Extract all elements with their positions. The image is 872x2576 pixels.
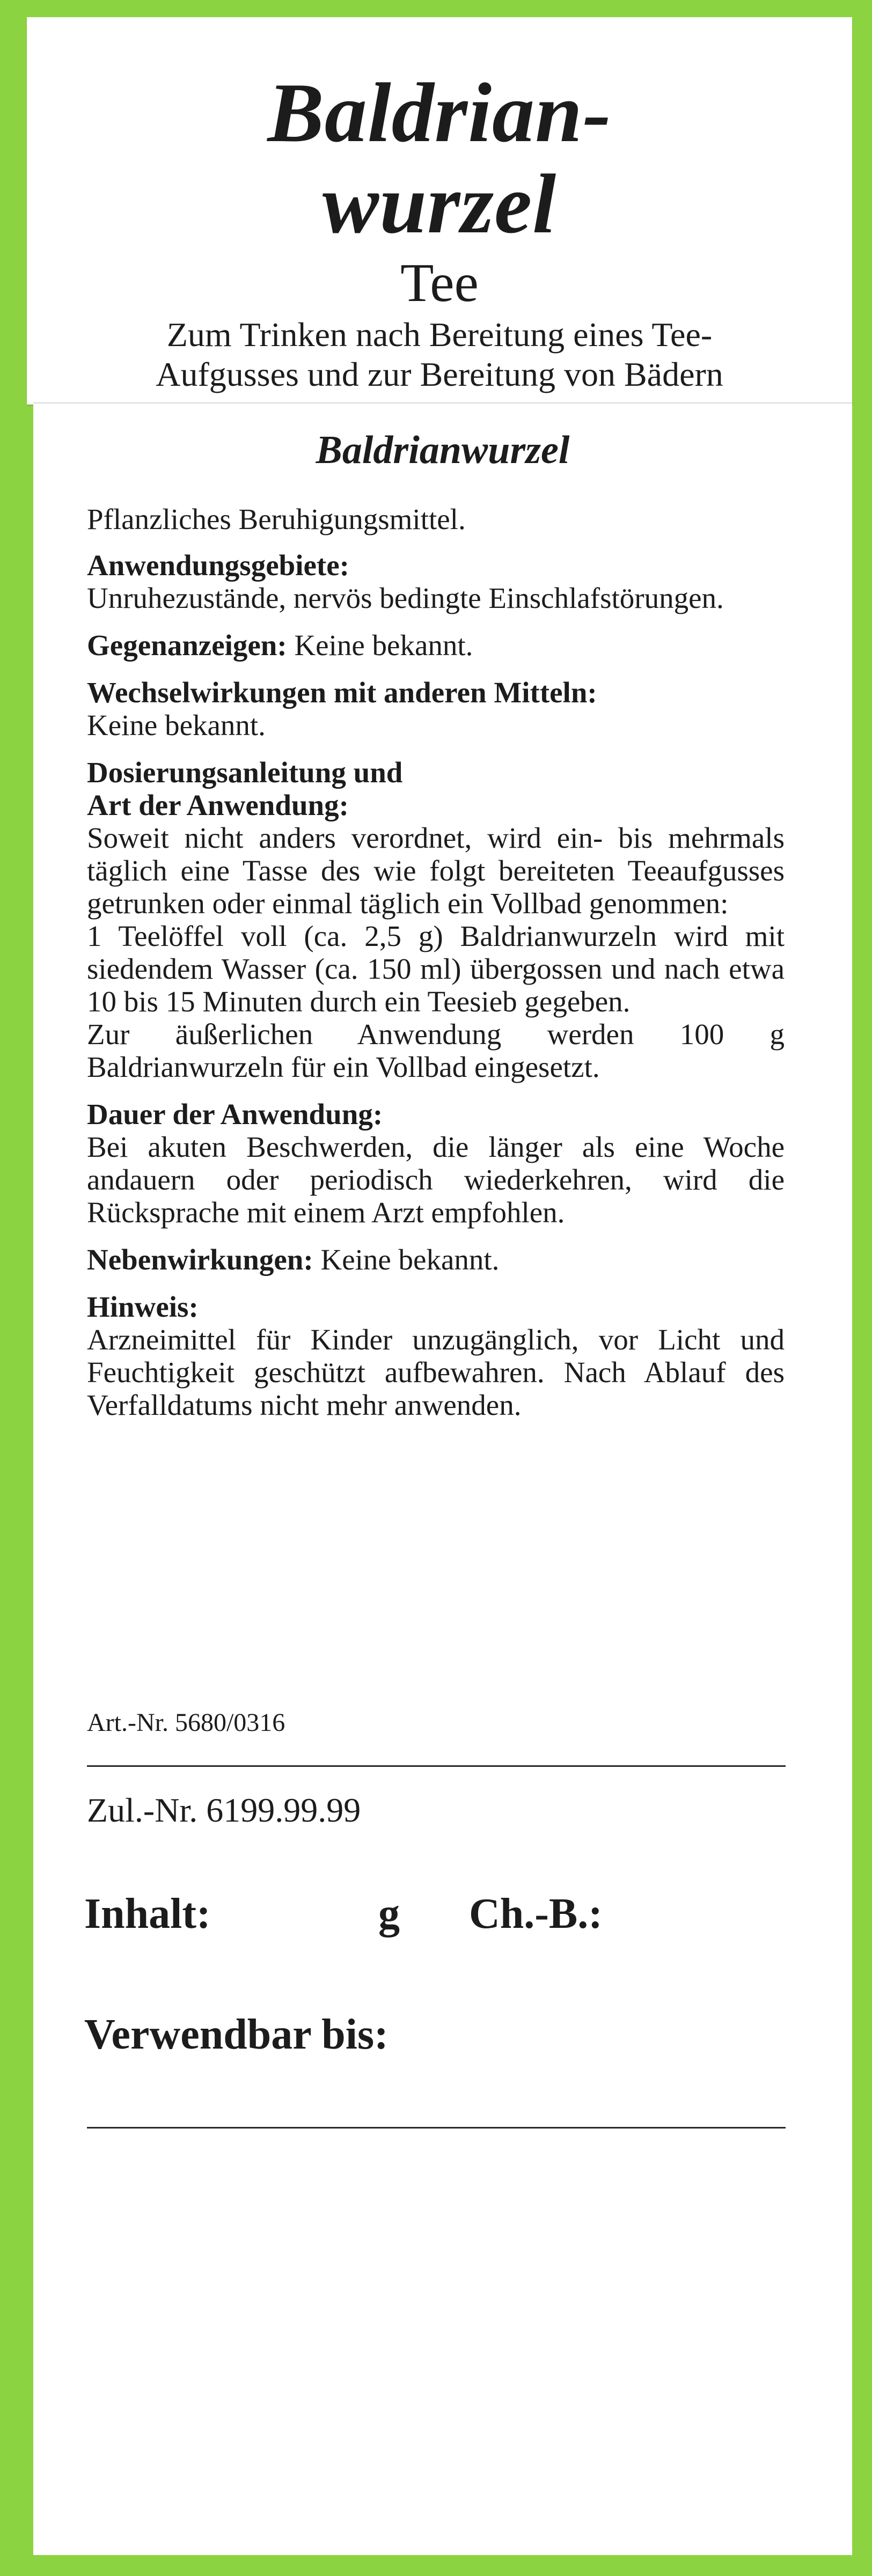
content-label: Inhalt: xyxy=(84,1890,211,1937)
section-dosage xyxy=(87,756,785,1083)
section-interactions xyxy=(87,676,785,742)
section-duration xyxy=(87,1098,785,1229)
section-heading: Hinweis: xyxy=(87,1290,199,1323)
section-side-effects xyxy=(87,1243,785,1276)
expiry-label: Verwendbar bis: xyxy=(84,2011,389,2058)
batch-label: Ch.-B.: xyxy=(469,1890,603,1937)
section-heading: Wechselwirkungen mit anderen Mitteln: xyxy=(87,676,597,709)
product-subtitle: Tee xyxy=(400,253,479,313)
section-heading: Nebenwirkungen: xyxy=(87,1243,313,1276)
usage-description xyxy=(27,315,852,394)
section-text: Bei akuten Beschwerden, die länger als eine Woche andauern oder periodisch wiederkehren, wird die Rücksprache mit einem Arzt empfohlen. xyxy=(87,1131,785,1229)
section-heading: Anwendungsgebiete: xyxy=(87,549,349,582)
expiry-line xyxy=(87,2127,786,2129)
divider xyxy=(87,1765,786,1767)
product-title-label xyxy=(27,17,852,405)
section-indications xyxy=(87,549,785,614)
dosage-paragraph-2: 1 Teelöffel voll (ca. 2,5 g) Baldrianwurzeln wird mit siedendem Wasser (ca. 150 ml) übergossen und nach etwa 10 bis 15 Minuten durch ein Teesieb gegeben. xyxy=(87,920,785,1018)
dosage-paragraph-3: Zur äußerlichen Anwendung werden 100 g Baldrianwurzeln für ein Vollbad eingesetzt. xyxy=(87,1018,785,1083)
article-number: Art.-Nr. 5680/0316 xyxy=(87,1708,285,1737)
section-heading-line-2: Art der Anwendung: xyxy=(87,789,349,821)
section-text: Arzneimittel für Kinder unzugänglich, vor Licht und Feuchtigkeit geschützt aufbewahren. Nach Ablauf des Verfalldatums nicht mehr anwenden. xyxy=(87,1323,785,1421)
section-text: Keine bekannt. xyxy=(87,709,266,742)
product-title-line-2: wurzel xyxy=(322,157,557,251)
product-title-line-1: Baldrian- xyxy=(267,66,612,160)
leaflet-heading: Baldrianwurzel xyxy=(316,428,570,472)
usage-line-2: Aufgusses und zur Bereitung von Bädern xyxy=(156,355,723,393)
section-text: Unruhezustände, nervös bedingte Einschlafstörungen. xyxy=(87,582,724,614)
section-text: Keine bekannt. xyxy=(294,629,473,662)
section-heading: Dauer der Anwendung: xyxy=(87,1098,383,1131)
section-heading: Gegenanzeigen: xyxy=(87,629,287,662)
section-heading-line-1: Dosierungsanleitung und xyxy=(87,756,403,789)
dosage-paragraph-1: Soweit nicht anders verordnet, wird ein- bis mehrmals täglich eine Tasse des wie folgt bereiteten Teeaufgusses getrunken oder einmal täglich ein Vollbad genommen: xyxy=(87,821,785,920)
approval-number: Zul.-Nr. 6199.99.99 xyxy=(87,1791,361,1829)
usage-line-1: Zum Trinken nach Bereitung eines Tee- xyxy=(166,315,713,354)
section-contraindications xyxy=(87,629,785,662)
intro-text: Pflanzliches Beruhigungsmittel. xyxy=(87,503,466,535)
section-text: Keine bekannt. xyxy=(320,1243,500,1276)
package-leaflet xyxy=(33,402,852,2555)
section-note xyxy=(87,1290,785,1421)
content-unit: g xyxy=(378,1890,400,1937)
leaflet-body xyxy=(87,503,785,1436)
